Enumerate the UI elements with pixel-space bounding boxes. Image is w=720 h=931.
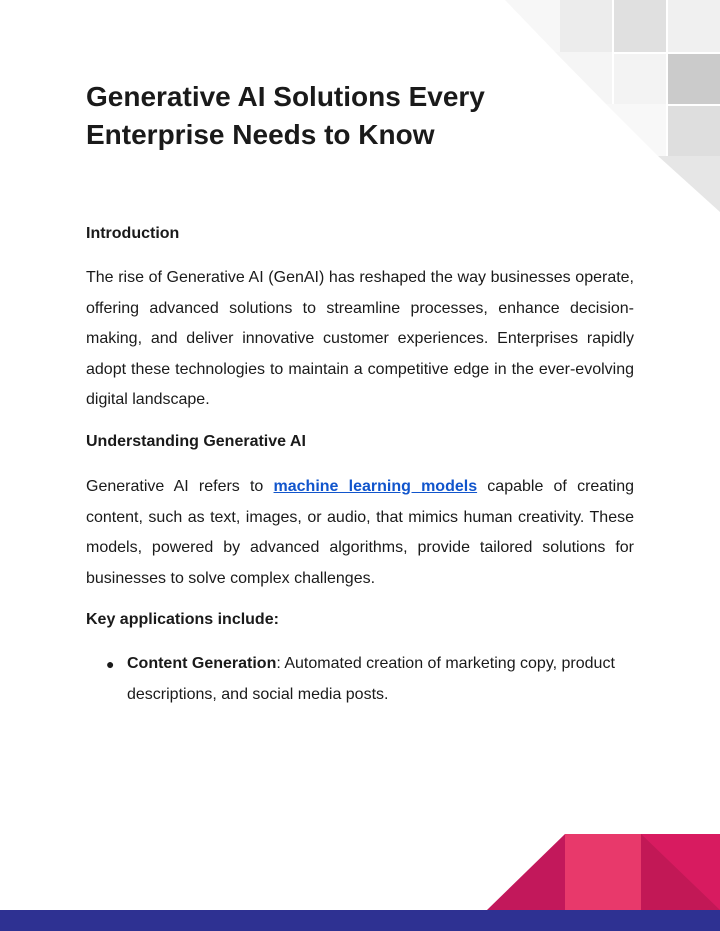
introduction-paragraph: The rise of Generative AI (GenAI) has reshaped the way businesses operate, offering advanced solutions to streamline processes, enhance decision-making, and deliver innovative customer experiences. Enterprises rapidly adopt these technologies to maintain a competitive edge in the ever-evolving digital landscape. xyxy=(86,269,634,408)
document-body xyxy=(86,78,634,703)
list-item-term: Content Generation xyxy=(127,655,277,672)
pink-block xyxy=(565,834,641,910)
bullet-icon: ● xyxy=(106,656,115,672)
footer-bar xyxy=(0,910,720,931)
corner-gradient-tile xyxy=(505,0,560,52)
section-heading-understanding: Understanding Generative AI xyxy=(86,433,306,450)
section-heading-key-applications: Key applications include: xyxy=(86,611,279,628)
understanding-paragraph xyxy=(86,472,634,594)
grey-tile xyxy=(614,0,666,52)
section-heading-introduction: Introduction xyxy=(86,225,180,242)
list-item-text: : Automated creation of marketing copy, product descriptions, and social media posts. xyxy=(127,655,615,703)
magenta-block xyxy=(641,834,720,910)
list-item xyxy=(86,649,634,710)
machine-learning-models-link[interactable]: machine learning models xyxy=(273,478,478,495)
grey-tile xyxy=(668,54,720,104)
paragraph-text: Generative AI refers to xyxy=(86,478,274,495)
paragraph-text: capable of creating content, such as text, images, or audio, that mimics human creativity. These models, powered by advanced algorithms, provide tailored solutions for businesses to solve complex challenges. xyxy=(86,478,634,587)
applications-list xyxy=(86,649,634,710)
shade-triangle xyxy=(641,834,720,910)
grey-tile xyxy=(560,0,612,52)
corner-gradient-tile xyxy=(658,156,720,212)
grey-tile xyxy=(668,106,720,156)
magenta-triangle xyxy=(487,834,565,910)
document-title: Generative AI Solutions Every Enterprise Needs to Know xyxy=(86,81,485,150)
grey-tile xyxy=(668,0,720,52)
